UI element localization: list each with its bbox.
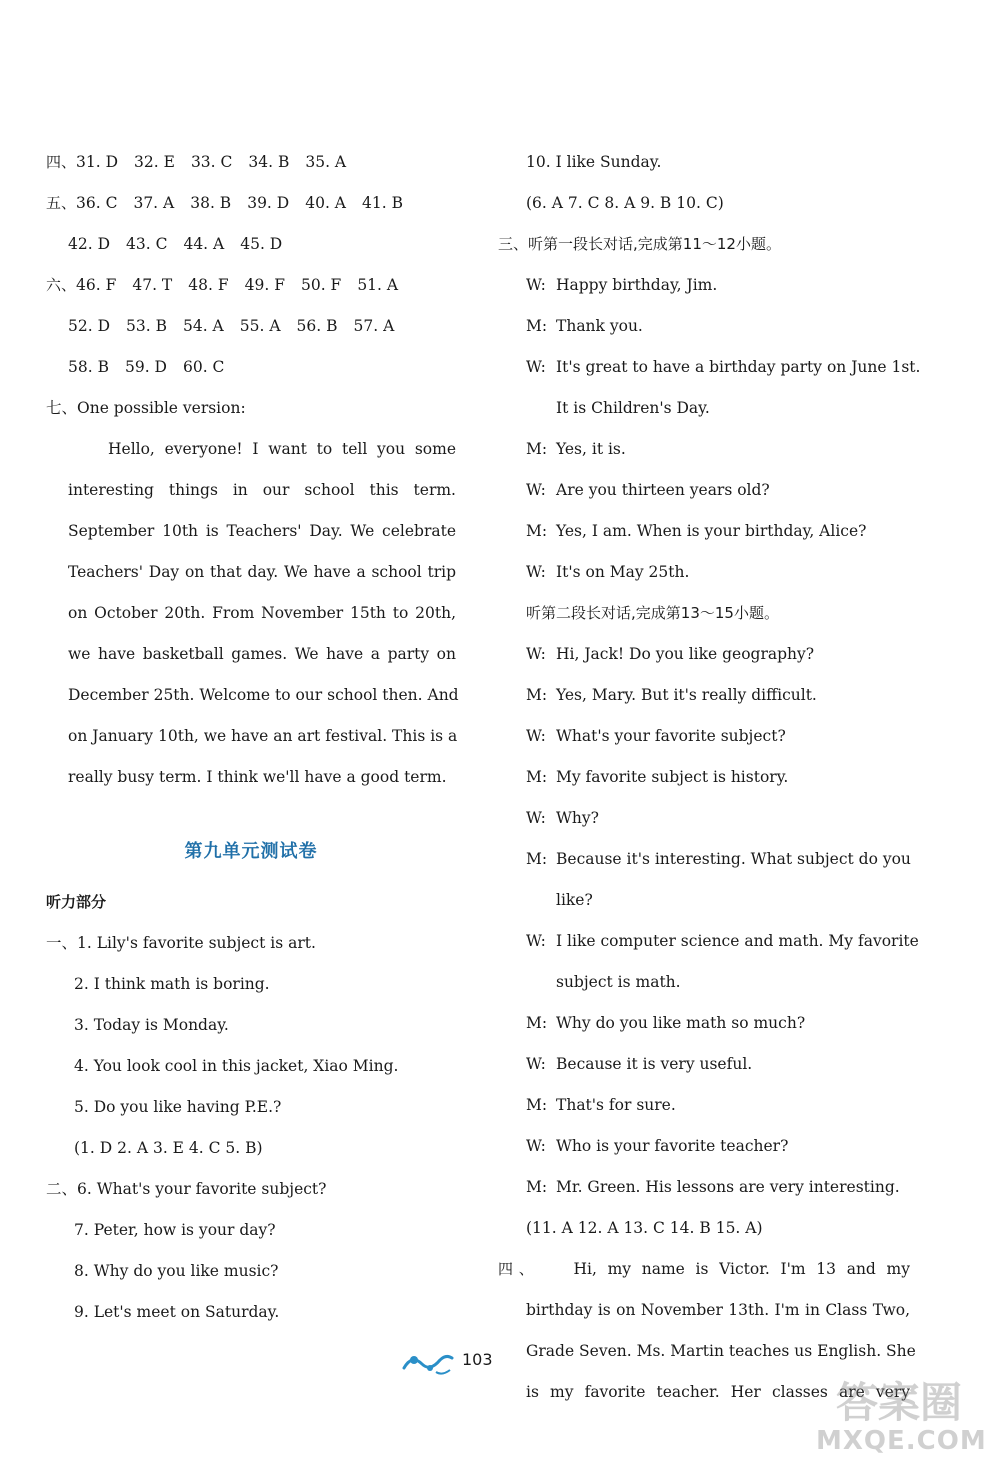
utterance: Yes, I am. When is your birthday, Alice?: [556, 522, 867, 540]
answer-item: 37. A: [133, 194, 175, 212]
dialog-line: [526, 1085, 910, 1126]
utterance: Because it is very useful.: [556, 1055, 753, 1073]
dialog-line: [526, 265, 910, 306]
utterance: subject is math.: [556, 973, 681, 991]
utterance: Why do you like math so much?: [556, 1014, 806, 1032]
sample-essay: [46, 429, 459, 798]
page-footer: [400, 1344, 600, 1384]
answer-item: 49. F: [244, 276, 285, 294]
watermark-url: MXQE.COM: [816, 1426, 987, 1456]
dialog-line: [526, 388, 910, 429]
essay-line: interesting things in our school this term.: [68, 481, 456, 499]
answer-item: 59. D: [124, 358, 167, 376]
utterance: like?: [556, 891, 593, 909]
essay-line: December 25th. Welcome to our school then. And: [68, 686, 459, 704]
dialog-line: [526, 798, 910, 839]
answer-row-section-6a: [46, 265, 456, 306]
speaker: W:: [526, 809, 546, 827]
answer-item: 45. D: [240, 235, 283, 253]
watermark-logo-text: 答案圈: [836, 1378, 963, 1427]
speaker: M:: [526, 440, 548, 458]
listening-line: 一、1. Lily's favorite subject is art.: [46, 934, 316, 952]
answer-item: 32. E: [134, 153, 175, 171]
utterance: It is Children's Day.: [556, 399, 710, 417]
right-column: [498, 142, 921, 1413]
answer-summary: (6. A 7. C 8. A 9. B 10. C): [526, 194, 724, 212]
dialog-line: [526, 470, 910, 511]
dialog-line: [526, 839, 910, 880]
listening-line: 3. Today is Monday.: [74, 1016, 229, 1034]
answer-item: 43. C: [126, 235, 168, 253]
dialog-line: [526, 1044, 910, 1085]
speaker: W:: [526, 1137, 546, 1155]
answer-row-section-5b: [46, 224, 456, 265]
answer-item: 48. F: [188, 276, 229, 294]
answer-item: 46. F: [76, 276, 117, 294]
dialog-line: [526, 757, 910, 798]
dialog-line: [526, 511, 910, 552]
listening-line: 8. Why do you like music?: [74, 1262, 279, 1280]
answer-item: 52. D: [68, 317, 111, 335]
answer-item: 31. D: [76, 153, 119, 171]
dialog-line: [526, 306, 910, 347]
utterance: What's your favorite subject?: [556, 727, 786, 745]
dialog-line: [526, 1167, 910, 1208]
speaker: W:: [526, 932, 546, 950]
watermark: [816, 1370, 996, 1456]
left-column: [46, 142, 459, 1333]
listening-line: 二、6. What's your favorite subject?: [46, 1180, 327, 1198]
answer-item: 51. A: [357, 276, 399, 294]
dialog-line: [526, 634, 910, 675]
section-7-label: 七、One possible version:: [46, 399, 246, 417]
utterance: It's great to have a birthday party on June 1st.: [556, 358, 921, 376]
answer-item: 53. B: [126, 317, 167, 335]
dialog-line: [526, 962, 910, 1003]
utterance: Thank you.: [556, 317, 643, 335]
essay-line: on October 20th. From November 15th to 20th,: [68, 604, 456, 622]
answer-row-section-5a: [46, 183, 456, 224]
speaker: M:: [526, 686, 548, 704]
answer-summary: (1. D 2. A 3. E 4. C 5. B): [74, 1139, 263, 1157]
listening-line: 7. Peter, how is your day?: [74, 1221, 276, 1239]
answer-item: 60. C: [182, 358, 225, 376]
essay-line: September 10th is Teachers' Day. We celebrate: [68, 522, 456, 540]
dialog-2: [498, 634, 919, 1208]
answer-item: 33. C: [190, 153, 233, 171]
answer-item: 41. B: [362, 194, 403, 212]
answer-item: 42. D: [68, 235, 111, 253]
dialog-intro: 听第二段长对话,完成第13～15小题。: [526, 604, 779, 622]
dialog-1: [498, 265, 921, 593]
speaker: M:: [526, 522, 548, 540]
speaker: M:: [526, 1096, 548, 1114]
answer-item: 54. A: [182, 317, 224, 335]
listening-line: 5. Do you like having P.E.?: [74, 1098, 282, 1116]
speaker: W:: [526, 727, 546, 745]
essay-line: on January 10th, we have an art festival. This is a: [68, 727, 458, 745]
section-marker: 六、: [46, 276, 77, 294]
utterance: Why?: [556, 809, 599, 827]
passage-line: birthday is on November 13th. I'm in Class Two,: [526, 1301, 910, 1319]
flower-logo-icon: [400, 1348, 456, 1378]
answer-item: 40. A: [305, 194, 346, 212]
speaker: W:: [526, 358, 546, 376]
listening-section-label: 听力部分: [46, 893, 107, 911]
listening-line: 9. Let's meet on Saturday.: [74, 1303, 280, 1321]
dialog-line: [526, 347, 921, 388]
speaker: W:: [526, 481, 546, 499]
essay-line: Teachers' Day on that day. We have a school trip: [68, 563, 456, 581]
answer-item: 34. B: [248, 153, 290, 171]
answer-row-section-6c: [46, 347, 456, 388]
utterance: My favorite subject is history.: [556, 768, 789, 786]
utterance: Hi, Jack! Do you like geography?: [556, 645, 815, 663]
answer-item: 39. D: [247, 194, 290, 212]
dialog-line: [526, 1003, 910, 1044]
answer-item: 47. T: [132, 276, 173, 294]
dialog-line: [526, 552, 910, 593]
speaker: M:: [526, 1014, 548, 1032]
dialog-line: [526, 880, 910, 921]
utterance: Yes, it is.: [556, 440, 626, 458]
essay-line: we have basketball games. We have a party on: [68, 645, 456, 663]
listening-line: 4. You look cool in this jacket, Xiao Ming.: [74, 1057, 399, 1075]
answer-item: 58. B: [68, 358, 109, 376]
utterance: That's for sure.: [556, 1096, 676, 1114]
utterance: Who is your favorite teacher?: [556, 1137, 789, 1155]
speaker: M:: [526, 1178, 548, 1196]
dialog-line: [526, 675, 910, 716]
utterance: Are you thirteen years old?: [556, 481, 770, 499]
answer-item: 50. F: [300, 276, 342, 294]
answer-summary: (11. A 12. A 13. C 14. B 15. A): [526, 1219, 763, 1237]
answer-item: 38. B: [190, 194, 232, 212]
speaker: W:: [526, 563, 546, 581]
utterance: Yes, Mary. But it's really difficult.: [556, 686, 817, 704]
answer-item: 36. C: [76, 194, 118, 212]
dialog-intro: 三、听第一段长对话,完成第11～12小题。: [498, 235, 781, 253]
speaker: M:: [526, 768, 548, 786]
passage-line: Grade Seven. Ms. Martin teaches us English. She: [526, 1342, 916, 1360]
dialog-line: [526, 716, 910, 757]
essay-line: really busy term. I think we'll have a good term.: [68, 768, 447, 786]
answer-item: 57. A: [353, 317, 395, 335]
answer-item: 56. B: [296, 317, 338, 335]
answer-row-section-6b: [46, 306, 456, 347]
answer-item: 44. A: [183, 235, 225, 253]
utterance: It's on May 25th.: [556, 563, 690, 581]
passage-text: Hi, my name is Victor. I'm 13 and my: [573, 1260, 910, 1278]
speaker: M:: [526, 850, 548, 868]
utterance: Mr. Green. His lessons are very interesting.: [556, 1178, 900, 1196]
utterance: Happy birthday, Jim.: [556, 276, 718, 294]
page-number: 103: [462, 1350, 493, 1369]
dialog-line: [526, 1126, 910, 1167]
speaker: W:: [526, 1055, 546, 1073]
speaker: W:: [526, 276, 546, 294]
utterance: I like computer science and math. My favorite: [556, 932, 919, 950]
utterance: Because it's interesting. What subject do you: [556, 850, 911, 868]
listening-line: 10. I like Sunday.: [526, 153, 662, 171]
speaker: W:: [526, 645, 546, 663]
dialog-line: [526, 921, 919, 962]
section-marker: 四、: [498, 1260, 540, 1278]
section-marker: 五、: [46, 194, 77, 212]
answer-item: 35. A: [305, 153, 347, 171]
passage-line: is my favorite teacher. Her classes are very: [526, 1383, 910, 1401]
section-marker: 四、: [46, 153, 77, 171]
dialog-line: [526, 429, 910, 470]
unit-test-title: 第九单元测试卷: [184, 841, 318, 862]
listening-line: 2. I think math is boring.: [74, 975, 270, 993]
answer-row-section-4: [46, 142, 456, 183]
passage-line: [498, 1249, 910, 1290]
essay-line: Hello, everyone! I want to tell you some: [108, 440, 456, 458]
speaker: M:: [526, 317, 548, 335]
answer-item: 55. A: [239, 317, 281, 335]
